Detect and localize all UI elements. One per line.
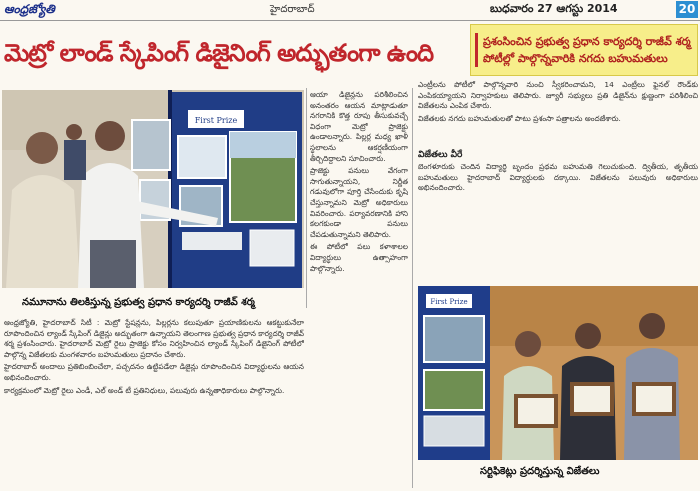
article-paragraph: ఆయా డిజైన్లను పరిశీలించిన అనంతరం ఆయన మాట్లాడుతూ నగరానికి కొత్త రూపు తీసుకువచ్చే విధంగా మెట్రో ప్రాజెక్టు ఉండాలన్నారు. పిల్లర్ల మధ్య ఖాళీ స్థలాలను ఆకర్షణీయంగా తీర్చిదిద్దాలని సూచించారు. bbox=[310, 90, 408, 163]
article-paragraph: ప్రాజెక్టు పనులు వేగంగా సాగుతున్నాయని, నిర్ణీత గడువులోగా పూర్తి చేసేందుకు కృషి చేస్తున్నామని మెట్రో అధికారులు వివరించారు. పర్యావరణానికి హాని కలగకుండా పనులు చేపడుతున్నామని తెలిపారు. bbox=[310, 166, 408, 239]
article-paragraph: విజేతలకు నగదు బహుమతులతో పాటు ప్రశంసా పత్రాలను అందజేశారు. bbox=[418, 113, 621, 123]
article-column-left bbox=[4, 318, 304, 488]
photo-caption-2: సర్టిఫికెట్లు ప్రదర్శిస్తున్న విజేతలు bbox=[480, 466, 600, 477]
photo-illustration bbox=[2, 90, 304, 288]
photo-official-viewing-model bbox=[2, 90, 304, 288]
article-paragraph: ఈ పోటీలో పలు కళాశాలల విద్యార్థులు ఉత్సాహంగా పాల్గొన్నారు. bbox=[310, 242, 408, 273]
highlight-line-1: ప్రశంసించిన ప్రభుత్వ ప్రధాన కార్యదర్శి రాజీవ్ శర్మ bbox=[483, 35, 691, 48]
highlight-line-2: పోటీల్లో పాల్గొన్నవారికి నగదు బహుమతులు bbox=[483, 52, 668, 65]
masthead bbox=[0, 0, 700, 21]
photo-caption-1: నమూనాను తిలకిస్తున్న ప్రభుత్వ ప్రధాన కార్యదర్శి రాజీవ్ శర్మ bbox=[22, 297, 255, 308]
article-paragraph: హైదరాబాద్ అందాలు ప్రతిబింబించేలా, పచ్చదనం ఉట్టిపడేలా డిజైన్లు రూపొందించిన విద్యార్థులను ఆయన అభినందించారు. bbox=[4, 362, 304, 382]
article-paragraph: బెంగళూరుకు చెందిన విద్యార్థి బృందం ప్రథమ బహుమతి గెలుచుకుంది. ద్వితీయ, తృతీయ బహుమతులు హైదరాబాద్ విద్యార్థులకు దక్కాయి. విజేతలను పలువురు అధికారులు అభినందించారు. bbox=[418, 162, 698, 193]
article-paragraph: ఎంట్రీలను పోటీలో పాల్గొన్నవారి నుంచి స్వీకరించామని, 14 ఎంట్రీలు ఫైనల్ రౌండ్‌కు ఎంపికయ్యాయని నిర్వాహకులు తెలిపారు. జ్యూరీ సభ్యులు ప్రతి డిజైన్‌ను క్షుణ్ణంగా పరిశీలించి విజేతలను ఎంపిక చేశారు. bbox=[418, 80, 698, 111]
article-paragraph: ఆంధ్రజ్యోతి, హైదరాబాద్ సిటీ : మెట్రో స్టేషన్లను, పిల్లర్లను కలుపుతూ ప్రయాణికులను ఆకట్టుకునేలా రూపొందించిన ల్యాండ్ స్కేపింగ్ డిజైన్లు అద్భుతంగా ఉన్నాయని తెలంగాణ ప్రభుత్వ ప్రధాన కార్యదర్శి రాజీవ్ శర్మ ప్రశంసించారు. హైదరాబాద్ మెట్రో రైలు ప్రాజెక్టు కోసం నిర్వహించిన ల్యాండ్ స్కేపింగ్ డిజైనింగ్ పోటీలో పాల్గొన్న విజేతలకు మంగళవారం బహుమతులు ప్రదానం చేశారు. bbox=[4, 318, 304, 359]
newspaper-name: ఆంధ్రజ్యోతి bbox=[4, 2, 55, 16]
photo-illustration bbox=[418, 286, 698, 460]
page-number-badge: 20 bbox=[676, 1, 698, 18]
issue-date: బుధవారం 27 ఆగస్టు 2014 bbox=[490, 2, 618, 15]
banner-text-1: First Prize bbox=[194, 116, 238, 125]
article-headline: మెట్రో లాండ్ స్కేపింగ్ డిజైనింగ్ అద్భుతంగా ఉంది bbox=[4, 39, 434, 67]
winners-paragraph-block bbox=[418, 162, 698, 282]
highlight-box bbox=[470, 24, 698, 76]
edition-city: హైదరాబాద్ bbox=[270, 4, 315, 15]
column-divider bbox=[306, 88, 307, 308]
winners-subheading: విజేతలు వీరే bbox=[418, 150, 463, 160]
banner-text-2: First Prize bbox=[430, 298, 468, 306]
article-column-right bbox=[418, 80, 698, 150]
article-column-middle bbox=[310, 90, 408, 482]
photo-winners-with-certificates bbox=[418, 286, 698, 460]
column-divider bbox=[412, 88, 413, 488]
article-paragraph: కార్యక్రమంలో మెట్రో రైలు ఎండీ, ఎల్ అండ్ టీ ప్రతినిధులు, పలువురు ఉన్నతాధికారులు పాల్గొన్నారు. bbox=[4, 385, 285, 395]
